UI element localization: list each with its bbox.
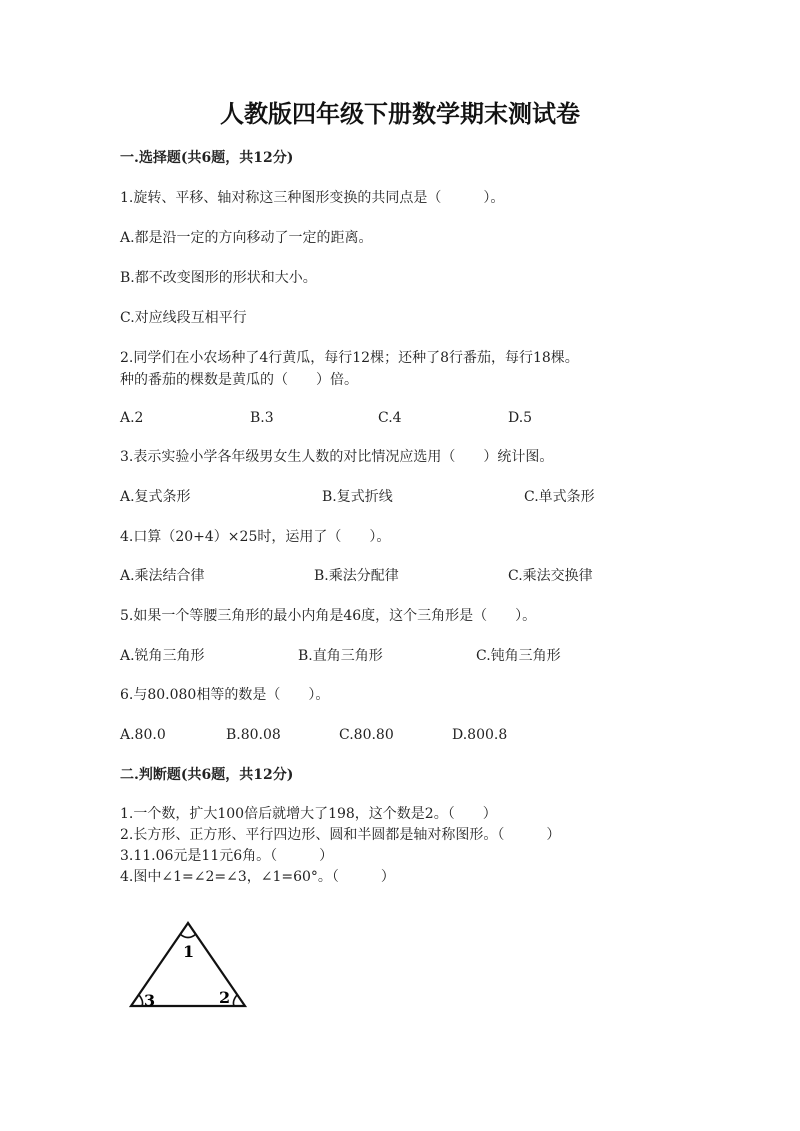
q2-option-c: C.4 [378,410,402,426]
judge-item-2: 2.长方形、正方形、平行四边形、圆和半圆都是轴对称图形。（ ） [120,827,561,843]
q3-option-a: A.复式条形 [120,489,191,505]
q3-option-b: B.复式折线 [322,489,393,505]
q6-option-d: D.800.8 [452,727,508,743]
q2-option-a: A.2 [120,410,144,426]
q6-option-c: C.80.80 [339,727,394,743]
q1-option-c: C.对应线段互相平行 [120,310,247,326]
judge-item-4: 4.图中∠1=∠2=∠3，∠1=60°。（ ） [120,869,395,885]
angle-1-arc [180,934,196,938]
angle-2-arc [233,995,237,1006]
q2-option-d: D.5 [508,410,533,426]
q2-option-b: B.3 [250,410,274,426]
q5-option-c: C.钝角三角形 [476,648,561,664]
angle-label-2: 2 [219,988,231,1007]
page-title: 人教版四年级下册数学期末测试卷 [220,99,580,128]
question-6: 6.与80.080相等的数是（ ）。 [120,687,330,703]
section-1-heading: 一.选择题(共6题，共12分) [120,150,294,166]
section-2-heading: 二.判断题(共6题，共12分) [120,767,294,783]
question-1: 1.旋转、平移、轴对称这三种图形变换的共同点是（ ）。 [120,190,505,206]
q4-option-b: B.乘法分配律 [314,568,399,584]
q5-option-b: B.直角三角形 [298,648,383,664]
judge-item-1: 1.一个数，扩大100倍后就增大了198，这个数是2。（ ） [120,806,497,822]
q6-option-b: B.80.08 [226,727,281,743]
q5-option-a: A.锐角三角形 [120,648,205,664]
question-4: 4.口算（20+4）×25时，运用了（ ）。 [120,529,391,545]
question-2-line-2: 种的番茄的棵数是黄瓜的（ ）倍。 [120,372,358,388]
question-2-line-1: 2.同学们在小农场种了4行黄瓜，每行12棵；还种了8行番茄，每行18棵。 [120,350,579,366]
angle-label-3: 3 [144,991,156,1010]
q4-option-a: A.乘法结合律 [120,568,205,584]
angle-label-1: 1 [183,942,195,961]
q3-option-c: C.单式条形 [524,489,595,505]
question-3: 3.表示实验小学各年级男女生人数的对比情况应选用（ ）统计图。 [120,449,554,465]
q1-option-b: B.都不改变图形的形状和大小。 [120,270,317,286]
triangle-figure [120,915,260,1015]
angle-3-arc [139,995,143,1006]
judge-item-3: 3.11.06元是11元6角。（ ） [120,848,334,864]
q1-option-a: A.都是沿一定的方向移动了一定的距离。 [120,230,373,246]
q6-option-a: A.80.0 [120,727,166,743]
question-5: 5.如果一个等腰三角形的最小内角是46度，这个三角形是（ ）。 [120,608,537,624]
q4-option-c: C.乘法交换律 [508,568,593,584]
